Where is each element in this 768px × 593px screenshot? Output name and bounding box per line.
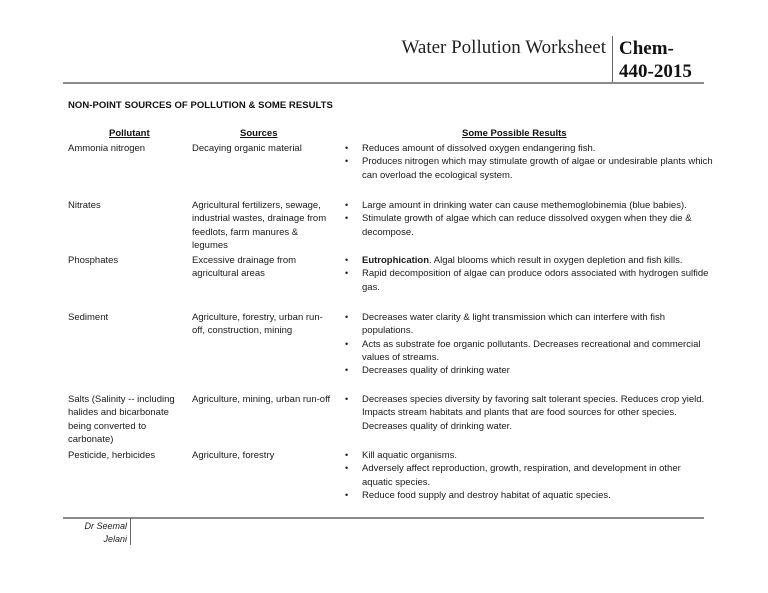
results-cell (344, 199, 714, 239)
result-item: • Eutrophication. Algal blooms which result in oxygen depletion and fish kills. (345, 255, 683, 266)
sources-cell: Agriculture, forestry (192, 450, 275, 461)
result-item: • Produces nitrogen which may stimulate growth of algae or undesirable plants which can overload the ecological system. (345, 156, 713, 181)
pollutant-cell: Pesticide, herbicides (68, 450, 156, 461)
document-title: Water Pollution Worksheet (401, 37, 606, 58)
bullet-icon: • (345, 463, 349, 474)
header-divider (612, 36, 613, 83)
pollutant-cell: Sediment (68, 312, 109, 323)
bullet-icon: • (345, 394, 349, 404)
result-item: • Reduce food supply and destroy habitat of aquatic species. (345, 489, 611, 501)
course-code (619, 37, 692, 83)
result-item: • Rapid decomposition of algae can produce odors associated with hydrogen sulfide gas. (345, 268, 709, 293)
result-item: • Decreases water clarity & light transmission which can interfere with fish populations. (345, 312, 666, 337)
bullet-icon: • (345, 312, 349, 322)
results-cell (344, 254, 714, 294)
course-code-line1: Chem- (619, 38, 674, 59)
column-header-pollutant: Pollutant (109, 128, 150, 139)
sources-cell: Agriculture, forestry, urban run-off, construction, mining (192, 312, 323, 337)
result-item: • Adversely affect reproduction, growth, respiration, and development in other aquatic species. (345, 463, 681, 488)
column-header-results: Some Possible Results (462, 128, 567, 139)
results-cell (344, 311, 714, 377)
sources-cell: Agriculture, mining, urban run-off (192, 394, 331, 405)
pollutant-cell: Nitrates (68, 200, 101, 211)
pollutant-cell: Ammonia nitrogen (68, 143, 146, 154)
sources-cell: Excessive drainage from agricultural areas (192, 255, 297, 280)
pollutant-cell: Salts (Salinity -- including halides and bicarbonate being converted to carbonate) (68, 394, 175, 445)
results-cell (344, 142, 714, 182)
results-cell (344, 393, 714, 433)
section-title: NON-POINT SOURCES OF POLLUTION & SOME RESULTS (68, 100, 333, 111)
result-item: • Large amount in drinking water can cause methemoglobinemia (blue babies). (345, 200, 687, 211)
bullet-icon: • (345, 255, 349, 265)
result-item: • Acts as substrate foe organic pollutants. Decreases recreational and commercial values of streams. (345, 338, 701, 363)
result-item: • Decreases species diversity by favoring salt tolerant species. Reduces crop yield. Impacts stream habitats and plants that are food sources for other species. Decreases quality of drinking water. (345, 394, 705, 432)
column-header-sources: Sources (240, 128, 278, 139)
bullet-icon: • (345, 268, 349, 279)
sources-cell: Decaying organic material (192, 143, 302, 154)
footer-rule (63, 517, 704, 519)
bullet-icon: • (345, 143, 349, 153)
sources-cell: Agricultural fertilizers, sewage, industrial wastes, drainage from feedlots, farm manures & legumes (192, 200, 327, 251)
bullet-icon: • (345, 338, 349, 349)
result-item: • Reduces amount of dissolved oxygen endangering fish. (345, 143, 596, 154)
eutrophication-term: Eutrophication (362, 255, 430, 266)
course-code-line2: 440-2015 (619, 61, 692, 82)
author-name: Dr Seemal Jelani (84, 521, 127, 544)
footer-divider (130, 518, 131, 545)
bullet-icon: • (345, 365, 349, 376)
pollutant-cell: Phosphates (68, 255, 119, 266)
bullet-icon: • (345, 213, 349, 224)
bullet-icon: • (345, 489, 349, 500)
result-item: • Stimulate growth of algae which can reduce dissolved oxygen when they die & decompose. (345, 213, 692, 238)
bullet-icon: • (345, 156, 349, 167)
result-item: • Decreases quality of drinking water (345, 365, 510, 377)
result-item: • Kill aquatic organisms. (345, 450, 458, 461)
bullet-icon: • (345, 200, 349, 210)
bullet-icon: • (345, 450, 349, 460)
results-cell (344, 449, 714, 502)
header-rule (63, 82, 704, 84)
